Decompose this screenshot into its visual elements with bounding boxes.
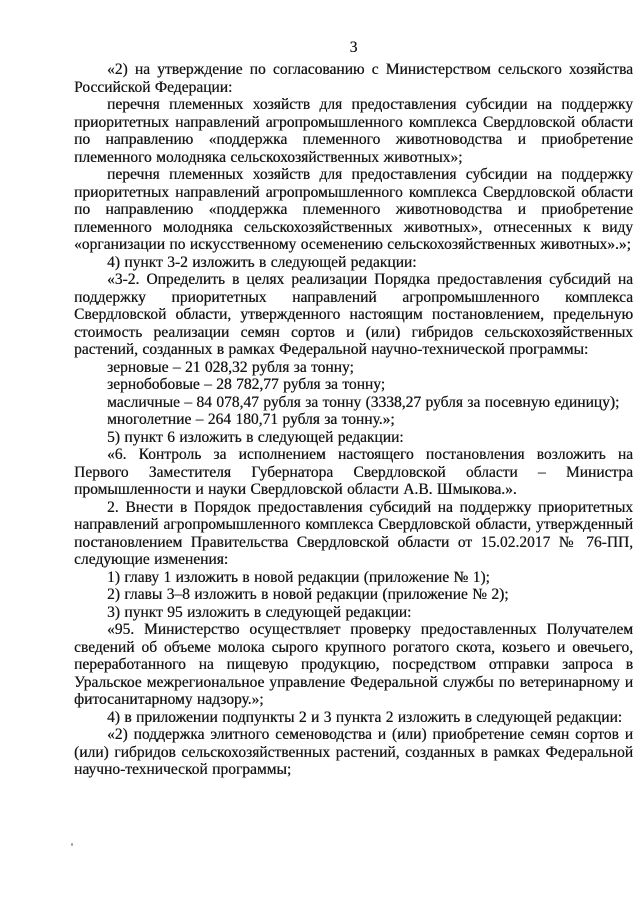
paragraph: 2) главы 3–8 изложить в новой редакции (приложение № 2); (107, 586, 509, 603)
paragraph: «2) на утверждение по согласованию с Министерством сельского хозяйства Российской Федерации: (74, 61, 633, 96)
page-number: 3 (349, 39, 358, 56)
paragraph: многолетние – 264 180,71 рубля за тонну.»; (107, 411, 395, 428)
paragraph: зерновые – 21 028,32 рубля за тонну; (107, 358, 354, 376)
paragraph: 4) в приложении подпункты 2 и 3 пункта 2 изложить в следующей редакции: (107, 708, 623, 726)
paragraph: 5) пункт 6 изложить в следующей редакции: (107, 428, 404, 446)
paragraph: зернобобовые – 28 782,77 рубля за тонну; (107, 376, 386, 393)
document-body (74, 61, 633, 779)
paragraph: 1) главу 1 изложить в новой редакции (приложение № 1); (107, 568, 490, 586)
paragraph: масличные – 84 078,47 рубля за тонну (3338,27 рубля за посевную единицу); (107, 393, 620, 411)
paragraph: перечня племенных хозяйств для предоставления субсидии на поддержку приоритетных направлений агропромышленного комплекса Свердловской области по направлению «поддержка племенного животноводства и приобретение племенного молодняка сельскохозяйственных животных»; (74, 96, 633, 166)
paragraph: «95. Министерство осуществляет проверку предоставленных Получателем сведений об объеме молока сырого крупного рогатого скота, козьего и овечьего, переработанного на пищевую продукцию, посредством отправки запроса в Уральское межрегиональное управление Федеральной службы по ветеринарному и фитосанитарному надзору.»; (74, 621, 633, 708)
paragraph: «2) поддержка элитного семеноводства и (или) приобретение семян сортов и (или) гибридов сельскохозяйственных растений, созданных в рамках Федеральной научно-технической программы; (74, 726, 633, 778)
paragraph: 2. Внести в Порядок предоставления субсидий на поддержку приоритетных направлений агропромышленного комплекса Свердловской области, утвержденный постановлением Правительства Свердловской области от 15.02.2017 № 76-ПП, следующие изменения: (74, 498, 633, 568)
paragraph: перечня племенных хозяйств для предоставления субсидии на поддержку приоритетных направлений агропромышленного комплекса Свердловской области по направлению «поддержка племенного животноводства и приобретение племенного молодняка сельскохозяйственных животных», отнесенных к виду «организации по искусственному осеменению сельскохозяйственных животных».»; (74, 166, 633, 253)
paragraph: «3-2. Определить в целях реализации Порядка предоставления субсидий на поддержку приоритетных направлений агропромышленного комплекса Свердловской области, утвержденного настоящим постановлением, предельную стоимость реализации семян сортов и (или) гибридов сельскохозяйственных растений, созданных в рамках Федеральной научно-технической программы: (74, 271, 633, 358)
scan-speck (71, 843, 73, 846)
paragraph: 3) пункт 95 изложить в следующей редакции: (107, 603, 412, 621)
paragraph: «6. Контроль за исполнением настоящего постановления возложить на Первого Заместителя Губернатора Свердловской области – Министра промышленности и науки Свердловской области А.В. Шмыкова.». (74, 446, 633, 498)
paragraph: 4) пункт 3-2 изложить в следующей редакции: (107, 253, 417, 271)
